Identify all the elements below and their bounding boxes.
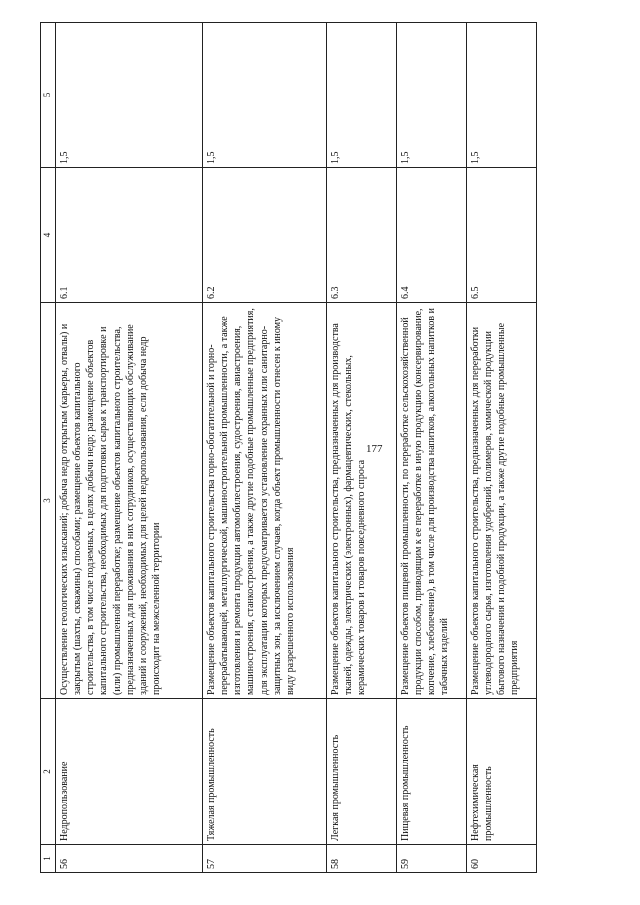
row-number: 58 [326,845,396,873]
row-description: Размещение объектов капитального строительства, предназначенных для производства тканей, одежды, электрических (электронных), фармацевтических, стекольных, керамических товаров и товаров повседневного спроса [326,303,396,699]
row-number: 60 [466,845,536,873]
row-description: Размещение объектов пищевой промышленности, по переработке сельскохозяйственной продукции способом, приводящим к ее переработке в иную продукцию (консервирование, копчение, хлебопечение), в том числе для производства напитков, алкогольных напитков и табачных изделий [396,303,466,699]
row-coefficient: 1,5 [55,23,202,168]
row-number: 57 [202,845,326,873]
rotated-table-container [40,23,580,873]
row-number: 59 [396,845,466,873]
header-col-5: 5 [41,23,56,168]
table-row [396,23,466,873]
land-use-table [40,22,537,873]
row-coefficient: 1,5 [326,23,396,168]
row-coefficient: 1,5 [466,23,536,168]
row-description: Размещение объектов капитального строительства, предназначенных для переработки углеводородного сырья, изготовления удобрений, полимеров, химической продукции бытового назначения и подобной продукции, а также другие подобные промышленные предприятия [466,303,536,699]
header-col-3: 3 [41,303,56,699]
row-code: 6.5 [466,168,536,303]
row-coefficient: 1,5 [396,23,466,168]
row-code: 6.4 [396,168,466,303]
row-name: Пищевая промышленность [396,699,466,845]
row-code: 6.2 [202,168,326,303]
header-row [41,23,56,873]
row-coefficient: 1,5 [202,23,326,168]
header-col-1: 1 [41,845,56,873]
row-description: Размещение объектов капитального строительства горно-обогатительной и горно-перерабатывающей, металлургической, машиностроительной промышленности, а также изготовления и ремонта продукции автомобилестроения, судостроения, авиастроения, машиностроения, станкостроения, а также другие подобные промышленные предприятия, для эксплуатации которых предусматривается установление охранных или санитарно-защитных зон, за исключением случаев, когда объект промышленности отнесен к иному виду разрешенного использования [202,303,326,699]
header-col-4: 4 [41,168,56,303]
row-number: 56 [55,845,202,873]
page-number: 177 [366,443,383,455]
row-name: Тяжелая промышленность [202,699,326,845]
row-name: Нефтехимическая промышленность [466,699,536,845]
row-name: Легкая промышленность [326,699,396,845]
table-row [326,23,396,873]
row-name: Недропользование [55,699,202,845]
table-row [55,23,202,873]
row-code: 6.3 [326,168,396,303]
table-row [202,23,326,873]
row-description: Осуществление геологических изысканий; добыча недр открытым (карьеры, отвалы) и закрытым (шахты, скважины) способами; размещение объектов капитального строительства, в том числе подземных, в целях добычи недр; размещение объектов капитального строительства, необходимых для подготовки сырья к транспортировке и (или) промышленной переработке; размещение объектов капитального строительства, предназначенных для проживания в них сотрудников, осуществляющих обслуживание зданий и сооружений, необходимых для целей недропользования, если добыча недр происходит на межселенной территории [55,303,202,699]
row-code: 6.1 [55,168,202,303]
table-row [466,23,536,873]
header-col-2: 2 [41,699,56,845]
